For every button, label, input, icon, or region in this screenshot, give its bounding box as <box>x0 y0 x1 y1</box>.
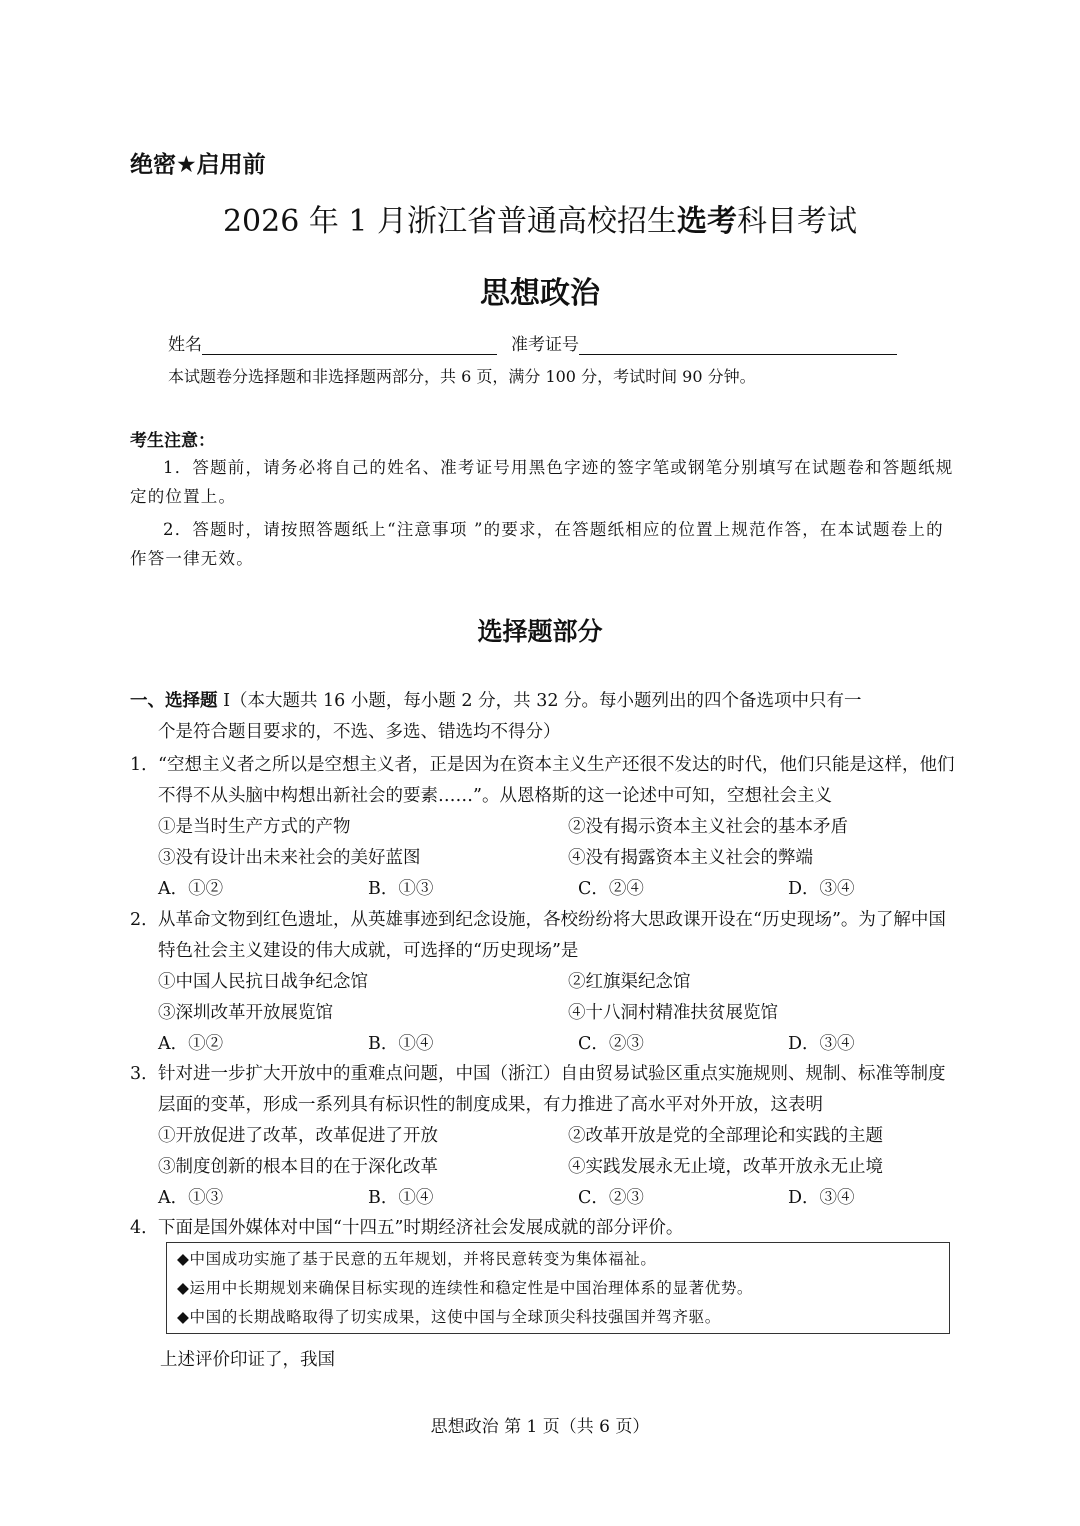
section-title: 选择题部分 <box>477 617 603 646</box>
quote-item: ◆运用中长期规划来确保目标实现的连续性和稳定性是中国治理体系的显著优势。 <box>177 1279 754 1297</box>
part-lead: 一、选择题 <box>130 691 218 711</box>
candidate-fields <box>168 330 897 355</box>
question-4-tail: 上述评价印证了，我国 <box>160 1350 335 1370</box>
question-number: 3． <box>130 1064 159 1084</box>
option: ④十八洞村精准扶贫展览馆 <box>568 1003 778 1023</box>
part-text-line1: Ⅰ（本大题共 16 小题，每小题 2 分，共 32 分。每小题列出的四个备选项中只有一 <box>217 691 862 711</box>
option: ③没有设计出未来社会的美好蓝图 <box>158 848 421 868</box>
part-heading <box>130 686 960 748</box>
choice-c: C．②③ <box>578 1188 644 1208</box>
page-footer: 思想政治 第 1 页（共 6 页） <box>430 1417 650 1437</box>
question-3 <box>130 1059 960 1214</box>
confidential-label: 绝密★启用前 <box>130 152 266 178</box>
question-stem: 针对进一步扩大开放中的重难点问题，中国（浙江）自由贸易试验区重点实施规则、规制、标准等制度层面的变革，形成一系列具有标识性的制度成果，有力推进了高水平对外开放，这表明 <box>158 1064 946 1115</box>
notice-item-2: 2．答题时，请按照答题纸上“注意事项 ”的要求，在答题纸相应的位置上规范作答，在本试题卷上的作答一律无效。 <box>130 520 944 568</box>
option: ①中国人民抗日战争纪念馆 <box>158 972 368 992</box>
question-4 <box>130 1213 960 1244</box>
option: ①开放促进了改革，改革促进了开放 <box>158 1126 438 1146</box>
exam-title-post: 科目考试 <box>737 204 858 239</box>
question-stem: “空想主义者之所以是空想主义者，正是因为在资本主义生产还很不发达的时代，他们只能是这样，他们不得不从头脑中构想出新社会的要素……”。从恩格斯的这一论述中可知，空想社会主义 <box>158 755 955 806</box>
option: ②没有揭示资本主义社会的基本矛盾 <box>568 817 848 837</box>
exam-title-bold: 选考 <box>677 204 738 239</box>
choice-b: B．①④ <box>368 1188 434 1208</box>
question-number: 4． <box>130 1218 159 1238</box>
question-1 <box>130 750 960 905</box>
question-number: 2． <box>130 910 159 930</box>
choice-d: D．③④ <box>788 1034 855 1054</box>
choice-a: A．①③ <box>158 1188 224 1208</box>
question-stem: 从革命文物到红色遗址，从英雄事迹到纪念设施，各校纷纷将大思政课开设在“历史现场”。为了解中国特色社会主义建设的伟大成就，可选择的“历史现场”是 <box>158 910 946 961</box>
quote-item: ◆中国成功实施了基于民意的五年规划，并将民意转变为集体福祉。 <box>177 1250 657 1268</box>
name-field-line <box>202 334 497 355</box>
question-number: 1． <box>130 755 159 775</box>
option: ②红旗渠纪念馆 <box>568 972 691 992</box>
id-label: 准考证号 <box>511 335 579 355</box>
option: ③制度创新的根本目的在于深化改革 <box>158 1157 438 1177</box>
choice-c: C．②④ <box>578 879 644 899</box>
name-label: 姓名 <box>168 335 202 355</box>
choice-b: B．①④ <box>368 1034 434 1054</box>
choice-d: D．③④ <box>788 879 855 899</box>
option: ③深圳改革开放展览馆 <box>158 1003 333 1023</box>
exam-title <box>0 196 1080 240</box>
choice-a: A．①② <box>158 1034 224 1054</box>
exam-title-pre: 2026 年 1 月浙江省普通高校招生 <box>222 204 678 239</box>
option: ①是当时生产方式的产物 <box>158 817 351 837</box>
choice-a: A．①② <box>158 879 224 899</box>
exam-intro: 本试题卷分选择题和非选择题两部分，共 6 页，满分 100 分，考试时间 90 分钟。 <box>168 367 756 386</box>
choice-b: B．①③ <box>368 879 434 899</box>
id-field-line <box>579 334 897 355</box>
subject-title: 思想政治 <box>480 276 600 311</box>
notice-heading: 考生注意： <box>130 431 215 451</box>
quote-box <box>166 1242 950 1334</box>
quote-item: ◆中国的长期战略取得了切实成果，这使中国与全球顶尖科技强国并驾齐驱。 <box>177 1308 721 1326</box>
notice-item-1: 1．答题前，请务必将自己的姓名、准考证号用黑色字迹的签字笔或钢笔分别填写在试题卷和答题纸规定的位置上。 <box>130 458 954 506</box>
option: ④没有揭露资本主义社会的弊端 <box>568 848 813 868</box>
question-2 <box>130 905 960 1060</box>
option: ④实践发展永无止境，改革开放永无止境 <box>568 1157 883 1177</box>
question-stem: 下面是国外媒体对中国“十四五”时期经济社会发展成就的部分评价。 <box>158 1218 684 1238</box>
part-text-line2: 个是符合题目要求的，不选、多选、错选均不得分） <box>158 722 561 742</box>
choice-d: D．③④ <box>788 1188 855 1208</box>
option: ②改革开放是党的全部理论和实践的主题 <box>568 1126 883 1146</box>
choice-c: C．②③ <box>578 1034 644 1054</box>
